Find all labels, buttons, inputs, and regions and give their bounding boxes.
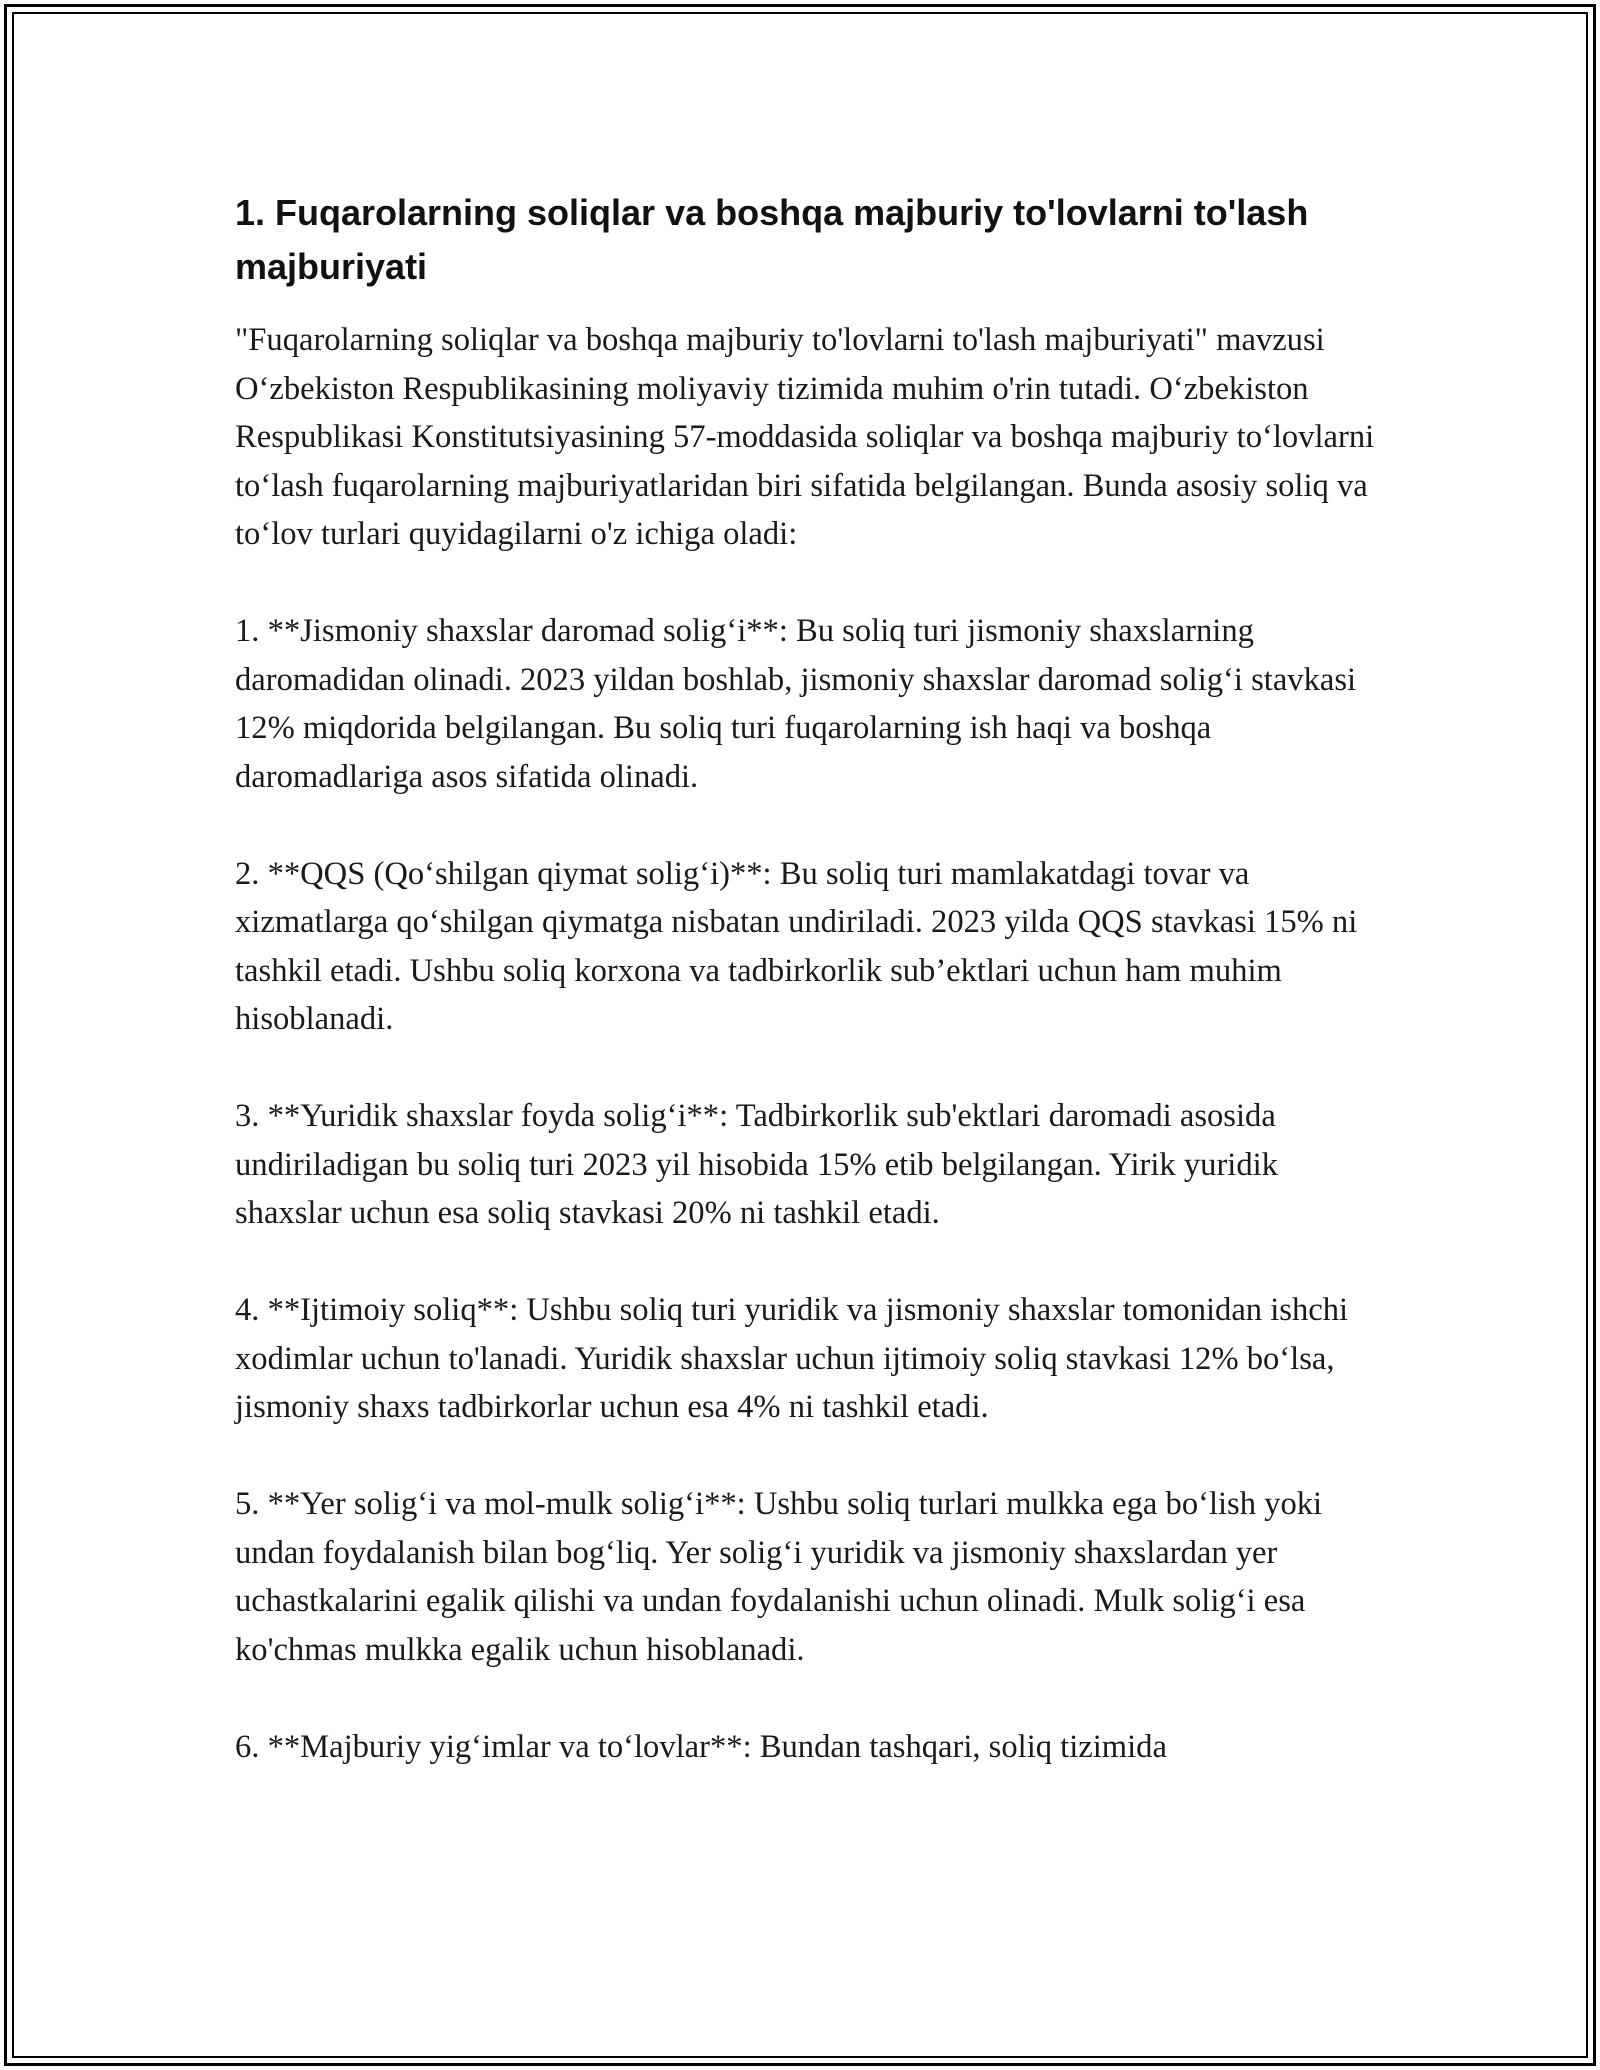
list-item-land-property-tax: 5. **Yer solig‘i va mol-mulk solig‘i**: Ushbu soliq turlari mulkka ega bo‘lish yoki undan foydalanish bilan bog‘liq. Yer solig‘i yuridik va jismoniy shaxslardan yer uchastkalarini egalik qilishi va undan foydalanishi uchun olinadi. Mulk solig‘i esa ko'chmas mulkka egalik uchun hisoblanadi. [235, 1486, 1323, 1668]
list-item-mandatory-fees: 6. **Majburiy yig‘imlar va to‘lovlar**: Bundan tashqari, soliq tizimida [235, 1728, 1167, 1765]
section-heading: 1. Fuqarolarning soliqlar va boshqa majburiy to'lovlarni to'lash majburiyati [235, 192, 1309, 287]
intro-paragraph: "Fuqarolarning soliqlar va boshqa majburiy to'lovlarni to'lash majburiyati" mavzusi O‘zbekiston Respublikasining moliyaviy tizimida muhim o'rin tutadi. O‘zbekiston Respublikasi Konstitutsiyasining 57-moddasida soliqlar va boshqa majburiy to‘lovlarni to‘lash fuqarolarning majburiyatlaridan biri sifatida belgilangan. Bunda asosiy soliq va to‘lov turlari quyidagilarni o'z ichiga oladi: [235, 322, 1375, 552]
list-item-corporate-tax: 3. **Yuridik shaxslar foyda solig‘i**: Tadbirkorlik sub'ektlari daromadi asosida undiriladigan bu soliq turi 2023 yil hisobida 15% etib belgilangan. Yirik yuridik shaxslar uchun esa soliq stavkasi 20% ni tashkil etadi. [235, 1098, 1278, 1231]
list-item-vat: 2. **QQS (Qo‘shilgan qiymat solig‘i)**: Bu soliq turi mamlakatdagi tovar va xizmatlarga qo‘shilgan qiymatga nisbatan undiriladi. 2023 yilda QQS stavkasi 15% ni tashkil etadi. Ushbu soliq korxona va tadbirkorlik sub’ektlari uchun ham muhim hisoblanadi. [235, 855, 1358, 1037]
list-item-social-tax: 4. **Ijtimoiy soliq**: Ushbu soliq turi yuridik va jismoniy shaxslar tomonidan ishchi xodimlar uchun to'lanadi. Yuridik shaxslar uchun ijtimoiy soliq stavkasi 12% bo‘lsa, jismoniy shaxs tadbirkorlar uchun esa 4% ni tashkil etadi. [235, 1292, 1349, 1425]
document-body [235, 186, 1385, 1771]
list-item-income-tax: 1. **Jismoniy shaxslar daromad solig‘i**: Bu soliq turi jismoniy shaxslarning daromadidan olinadi. 2023 yildan boshlab, jismoniy shaxslar daromad solig‘i stavkasi 12% miqdorida belgilangan. Bu soliq turi fuqarolarning ish haqi va boshqa daromadlariga asos sifatida olinadi. [235, 613, 1357, 795]
